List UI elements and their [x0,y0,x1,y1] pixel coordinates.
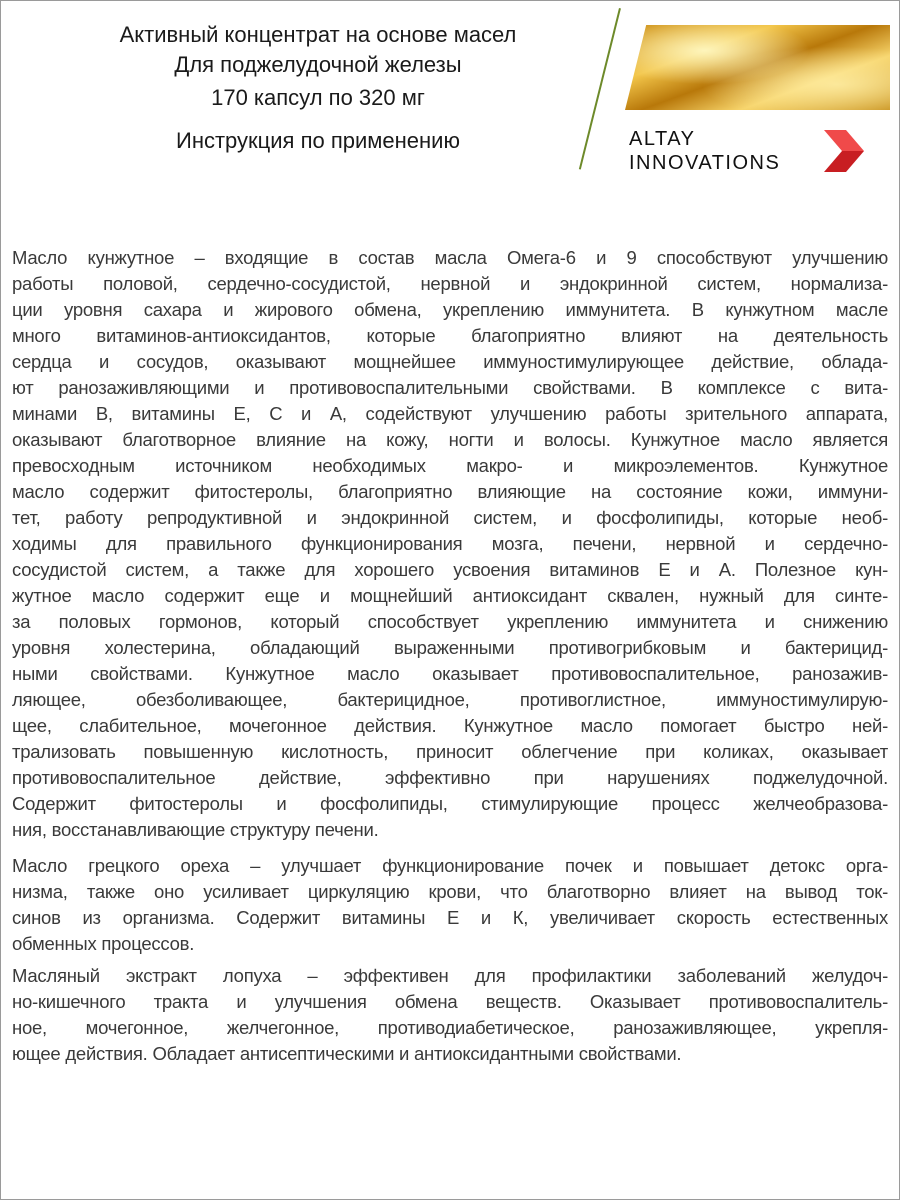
paragraph-walnut-oil [12,853,888,957]
text-line: много витаминов-антиоксидантов, которые благоприятно влияют на деятельность [12,325,888,346]
text-line: ющее действия. Обладает антисептическими и антиоксидантными свойствами. [12,1043,682,1064]
text-line: Масло грецкого ореха – улучшает функционирование почек и повышает детокс орга- [12,855,888,876]
paragraph-burdock-extract [12,963,888,1067]
text-line: ходимы для правильного функционирования мозга, печени, нервной и сердечно- [12,533,888,554]
text-line: но-кишечного тракта и улучшения обмена веществ. Оказывает противовоспалитель- [12,991,888,1012]
product-title [40,20,596,113]
logo-text-innovations: INNOVATIONS [629,152,781,174]
oil-image [625,25,890,110]
text-line: Масляный экстракт лопуха – эффективен для профилактики заболеваний желудоч- [12,965,888,986]
text-line: работы половой, сердечно-сосудистой, нервной и эндокринной систем, нормализа- [12,273,888,294]
text-line: ными свойствами. Кунжутное масло оказывает противовоспалительное, ранозажив- [12,663,888,684]
text-line: ное, мочегонное, желчегонное, противодиабетическое, ранозаживляющее, укрепля- [12,1017,888,1038]
text-line: обменных процессов. [12,933,195,954]
text-line: уровня холестерина, обладающий выраженными противогрибковым и бактерицид- [12,637,888,658]
title-line: 170 капсул по 320 мг [211,85,425,110]
text-line: превосходным источником необходимых макро- и микроэлементов. Кунжутное [12,455,888,476]
text-line: ляющее, обезболивающее, бактерицидное, противоглистное, иммуностимулирую- [12,689,888,710]
text-line: сердца и сосудов, оказывают мощнейшее иммуностимулирующее действие, облада- [12,351,888,372]
instruction-heading: Инструкция по применению [176,128,460,153]
text-line: Масло кунжутное – входящие в состав масла Омега-6 и 9 способствуют улучшению [12,247,888,268]
text-line: масло содержит фитостеролы, благоприятно влияющие на состояние кожи, иммуни- [12,481,888,502]
text-line: минами В, витамины Е, С и А, содействуют улучшению работы зрительного аппарата, [12,403,888,424]
text-line: жутное масло содержит еще и мощнейший антиоксидант сквален, нужный для синте- [12,585,888,606]
text-line: оказывают благотворное влияние на кожу, ногти и волосы. Кунжутное масло является [12,429,888,450]
text-line: ния, восстанавливающие структуру печени. [12,819,379,840]
title-line: Активный концентрат на основе масел [119,22,517,47]
logo-text-altay: ALTAY [629,128,696,150]
text-line: Содержит фитостеролы и фосфолипиды, стимулирующие процесс желчеобразова- [12,793,888,814]
text-line: ют ранозаживляющими и противовоспалительными свойствами. В комплексе с вита- [12,377,888,398]
title-line: Для поджелудочной железы [174,52,462,77]
text-line: щее, слабительное, мочегонное действия. Кунжутное масло помогает быстро ней- [12,715,888,736]
text-line: синов из организма. Содержит витамины Е и К, увеличивает скорость естественных [12,907,888,928]
text-line: сосудистой систем, а также для хорошего усвоения витаминов Е и А. Полезное кун- [12,559,888,580]
chevron-logo-icon [820,130,864,172]
text-line: ции уровня сахара и жирового обмена, укреплению иммунитета. В кунжутном масле [12,299,888,320]
text-line: за половых гормонов, который способствует укреплению иммунитета и снижению [12,611,888,632]
text-line: противовоспалительное действие, эффективно при нарушениях поджелудочной. [12,767,888,788]
paragraph-sesame-oil [12,245,888,843]
text-line: низма, также оно усиливает циркуляцию крови, что благотворно влияет на вывод ток- [12,881,888,902]
text-line: трализовать повышенную кислотность, приносит облегчение при коликах, оказывает [12,741,888,762]
text-line: тет, работу репродуктивной и эндокринной систем, и фосфолипиды, которые необ- [12,507,888,528]
